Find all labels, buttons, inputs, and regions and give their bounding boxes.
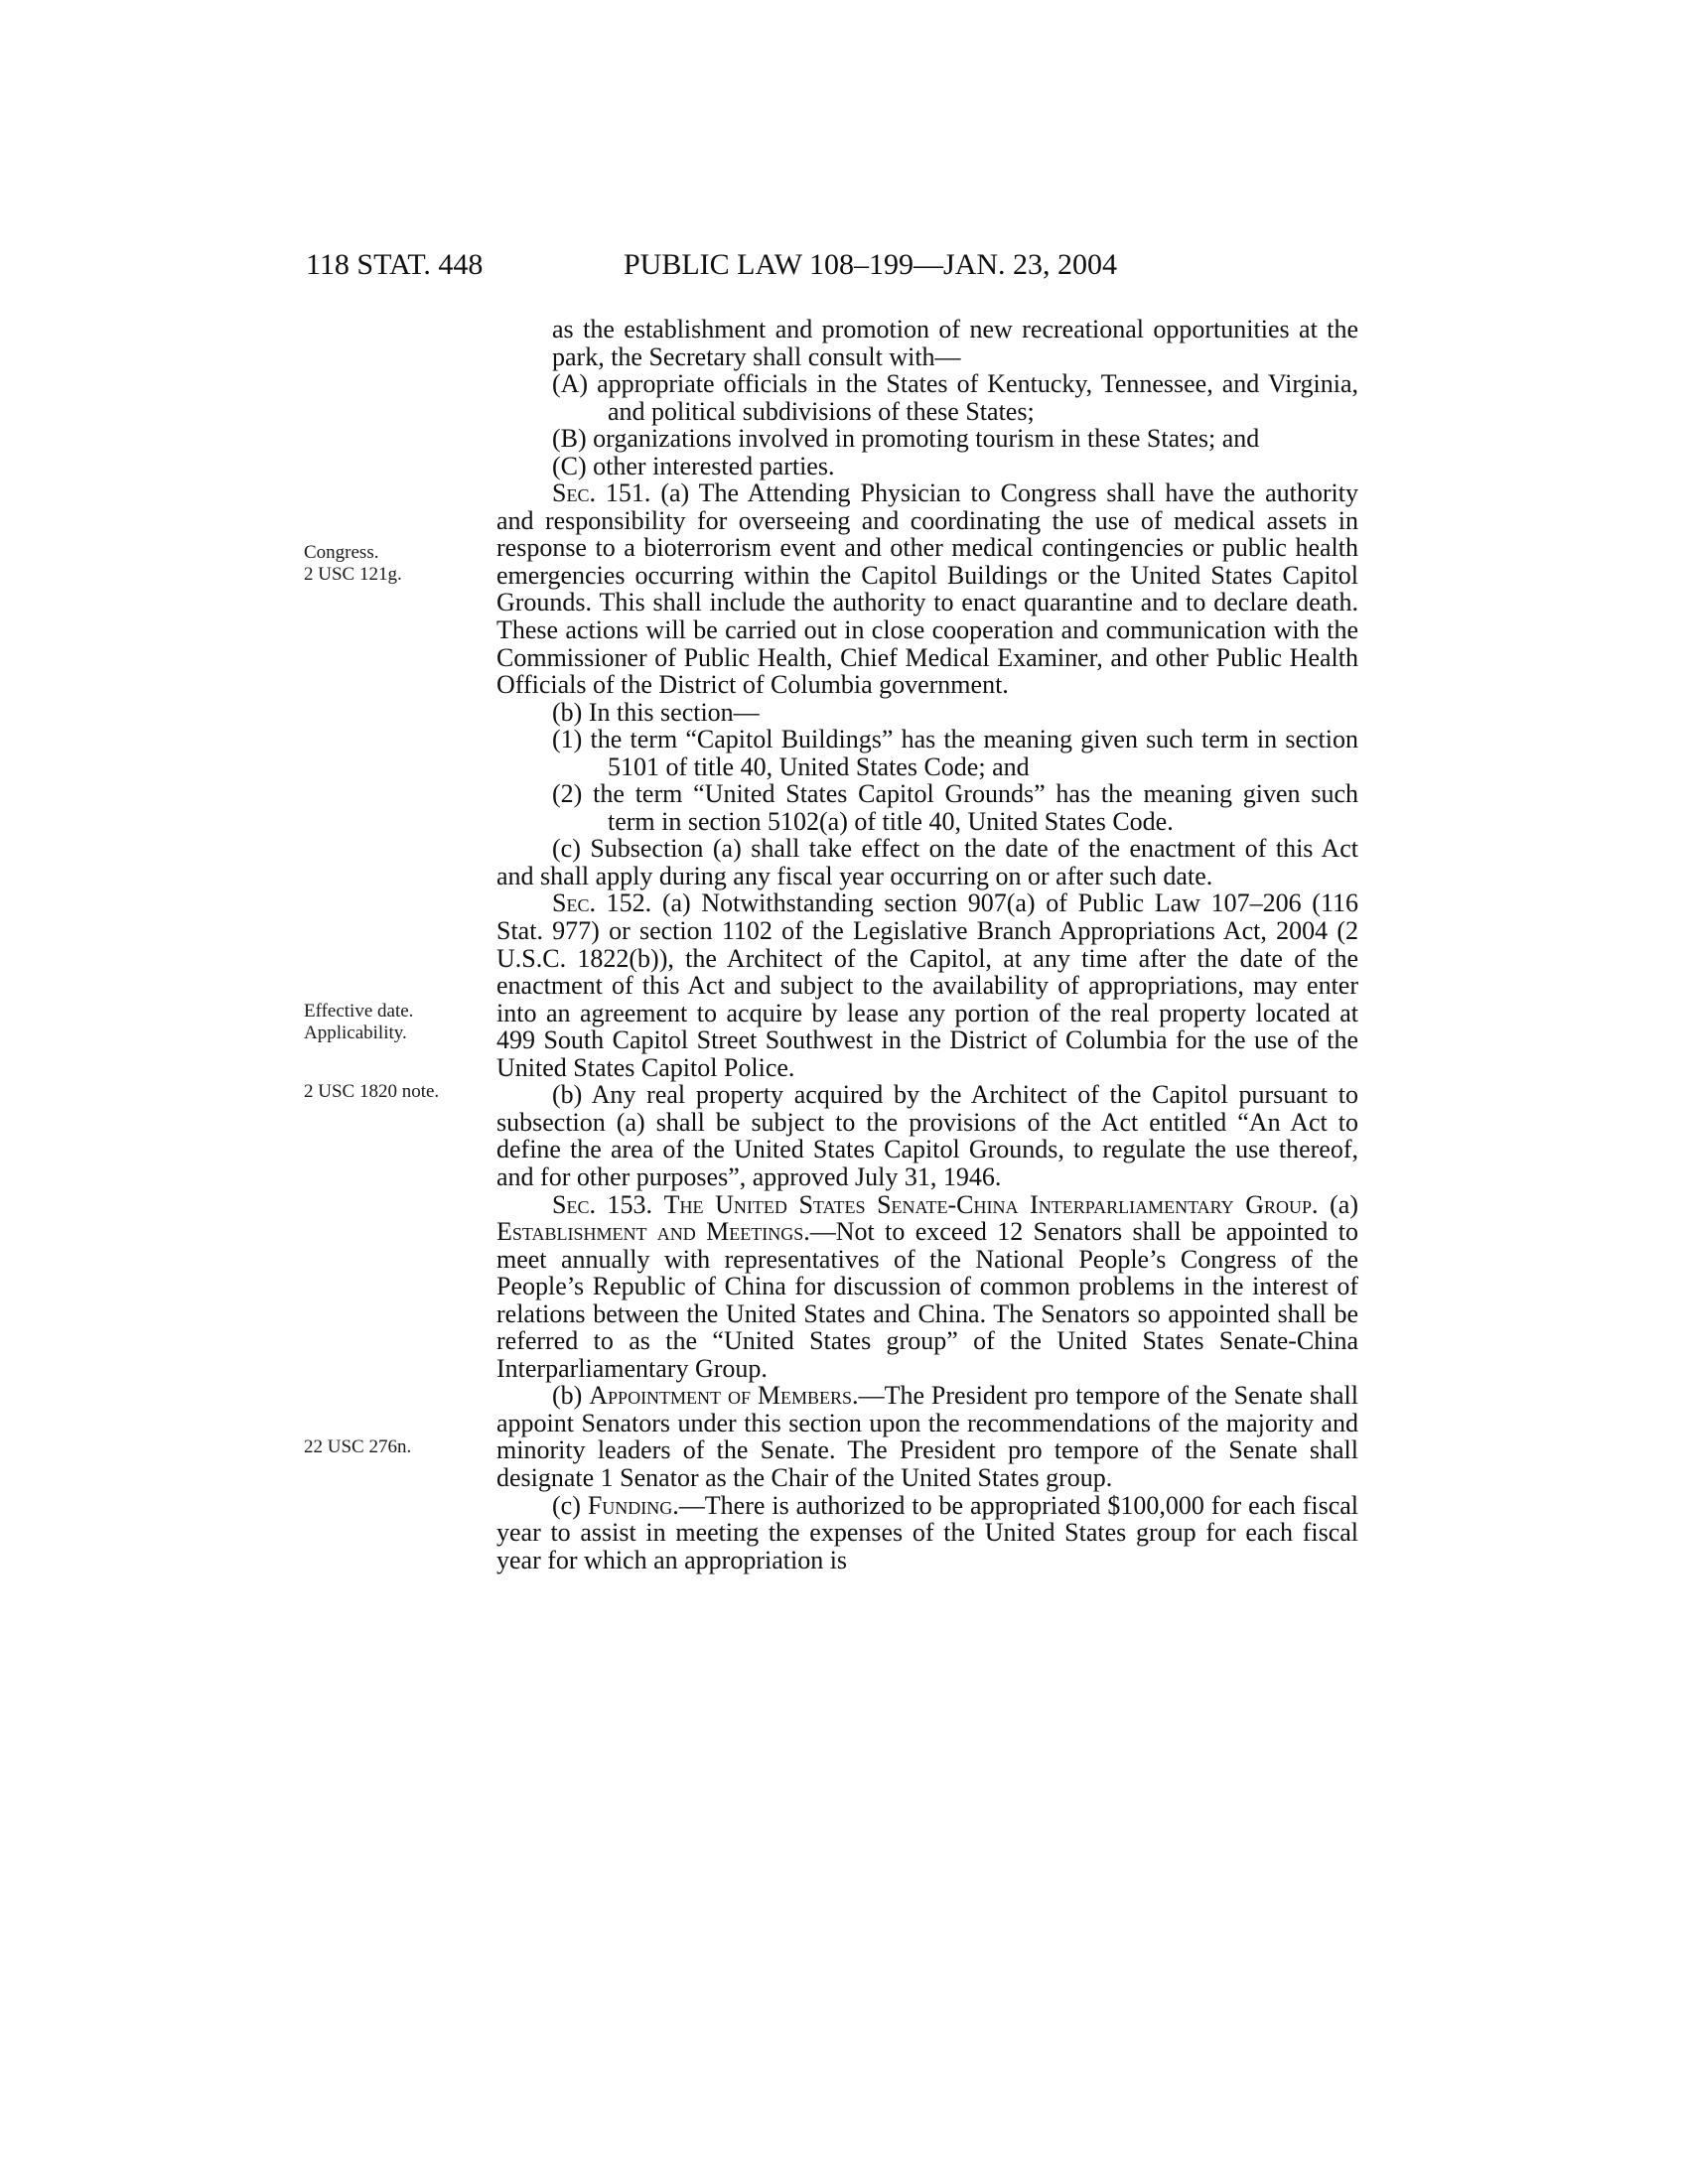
item-c: (C) other interested parties. [552,451,835,480]
section-151-b2: (2) the term “United States Capitol Grounds” has the meaning given such term in section 5102(a) of title 40, United States Code. [552,779,1358,836]
section-153-c: (c) Funding.—There is authorized to be appropriated $100,000 for each fiscal year to assist in meeting the expenses of the United States group for each fiscal year for which an appropriation is [496,1490,1359,1574]
section-151-c: (c) Subsection (a) shall take effect on the date of the enactment of this Act and shall apply during any fiscal year occurring on or after such date. [496,834,1358,890]
section-151-b1: (1) the term “Capitol Buildings” has the meaning given such term in section 5101 of title 40, United States Code; and [552,725,1358,781]
section-153-heading: The United States Senate-China Interparliamentary Group. [663,1189,1319,1219]
stat-page-number: 118 STAT. 448 [306,248,484,281]
item-b: (B) organizations involved in promoting tourism in these States; and [552,424,1260,454]
section-151-a: Sec. 151. (a) The Attending Physician to Congress shall have the authority and responsibility for overseeing and coordinating the use of medical assets in response to a bioterrorism event and other medical contingencies or public health emergencies occurring within the Capitol Buildings or the United States Capitol Grounds. This shall include the authority to enact quarantine and to declare death. These actions will be carried out in close cooperation and communication with the Commissioner of Public Health, Chief Medical Examiner, and other Public Health Officials of the District of Columbia government. [496,478,1358,700]
subsection-b-heading: Appointment of Members. [589,1381,859,1411]
section-152-b: (b) Any real property acquired by the Architect of the Capitol pursuant to subsection (a) shall be subject to the provisions of the Act entitled “An Act to define the area of the United States Capitol Grounds, to regulate the use thereof, and for other purposes”, approved July 31, 1946. [496,1080,1358,1191]
intro-paragraph: as the establishment and promotion of new recreational opportunities at the park, the Secretary shall consult with— [552,315,1358,371]
sec-label: Sec. [552,1189,596,1219]
subsection-a-heading: Establishment and Meetings. [496,1217,810,1247]
public-law-title: PUBLIC LAW 108–199—JAN. 23, 2004 [624,248,1118,281]
subsection-c-heading: Funding. [587,1490,679,1520]
margin-note-congress: Congress. 2 USC 121g. [304,542,402,585]
statute-body [496,316,1358,1573]
margin-note-2-usc-1820: 2 USC 1820 note. [304,1081,440,1102]
section-151-b: (b) In this section— [552,697,760,727]
margin-note-effective-date: Effective date. Applicability. [304,1001,414,1043]
item-a: (A) appropriate officials in the States of Kentucky, Tennessee, and Virginia, and political subdivisions of these States; [552,369,1358,426]
section-153-a: Sec. 153. The United States Senate-China Interparliamentary Group. (a) Establishment and Meetings.—Not to exceed 12 Senators shall be appointed to meet annually with representatives of the National People’s Congress of the People’s Republic of China for discussion of common problems in the interest of relations between the United States and China. The Senators so appointed shall be referred to as the “United States group” of the United States Senate-China Interparliamentary Group. [496,1189,1359,1383]
section-153-b: (b) Appointment of Members.—The President pro tempore of the Senate shall appoint Senators under this section upon the recommendations of the majority and minority leaders of the Senate. The President pro tempore of the Senate shall designate 1 Senator as the Chair of the United States group. [496,1381,1358,1492]
page-header [0,248,1688,288]
section-152-a: Sec. 152. (a) Notwithstanding section 907(a) of Public Law 107–206 (116 Stat. 977) or section 1102 of the Legislative Branch Appropriations Act, 2004 (2 U.S.C. 1822(b)), the Architect of the Capitol, at any time after the date of the enactment of this Act and subject to the availability of appropriations, may enter into an agreement to acquire by lease any portion of the real property located at 499 South Capitol Street Southwest in the District of Columbia for the use of the United States Capitol Police. [496,888,1358,1082]
margin-note-22-usc-276n: 22 USC 276n. [304,1436,412,1457]
sec-label: Sec. [552,478,596,508]
sec-label: Sec. [552,888,596,918]
